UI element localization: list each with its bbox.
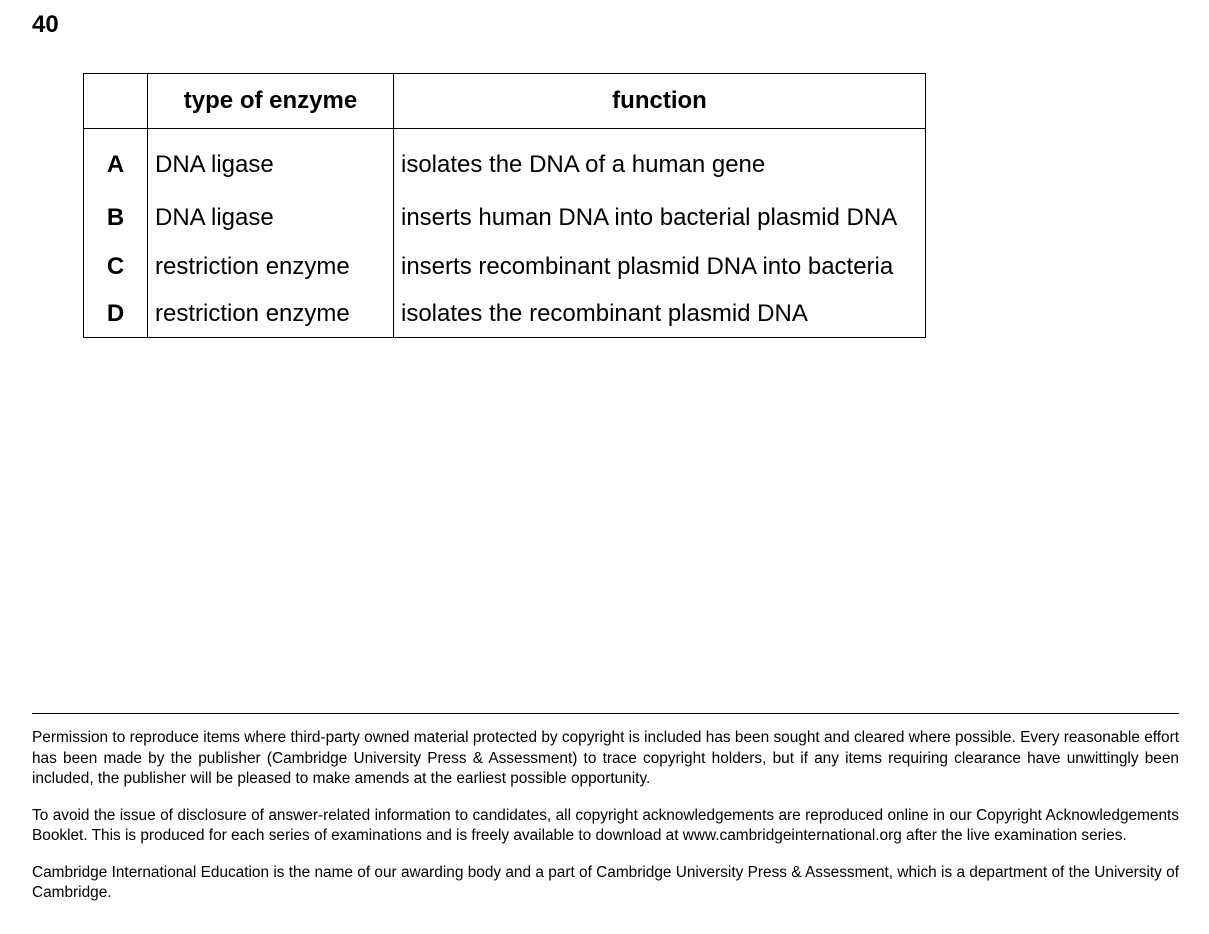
option-letter: D <box>84 291 148 338</box>
copyright-footer <box>32 728 1179 920</box>
enzyme-type-cell: restriction enzyme <box>148 242 394 291</box>
enzyme-function-cell: isolates the DNA of a human gene <box>394 129 926 194</box>
footer-paragraph-awarding-body: Cambridge International Education is the name of our awarding body and a part of Cambridge University Press & Assessment, which is a department of the University of Cambridge. <box>32 863 1179 901</box>
header-type-of-enzyme: type of enzyme <box>148 74 394 129</box>
header-letter <box>84 74 148 129</box>
enzyme-type-cell: restriction enzyme <box>148 291 394 338</box>
table-row <box>84 242 926 291</box>
enzyme-function-cell: isolates the recombinant plasmid DNA <box>394 291 926 338</box>
enzyme-type-cell: DNA ligase <box>148 193 394 242</box>
footer-paragraph-permission: Permission to reproduce items where third-party owned material protected by copyright is included has been sought and cleared where possible. Every reasonable effort has been made by the publisher (Cambridge University Press & Assessment) to trace copyright holders, but if any items requiring clearance have unwittingly been included, the publisher will be pleased to make amends at the earliest possible opportunity. <box>32 729 1179 787</box>
question-number: 40 <box>32 11 59 38</box>
table-header-row <box>84 74 926 129</box>
table-row <box>84 291 926 338</box>
table-row <box>84 193 926 242</box>
header-function: function <box>394 74 926 129</box>
table-row <box>84 129 926 194</box>
option-letter: A <box>84 129 148 194</box>
option-letter: C <box>84 242 148 291</box>
enzyme-table <box>83 73 926 338</box>
footer-divider <box>32 713 1179 714</box>
option-letter: B <box>84 193 148 242</box>
footer-paragraph-acknowledgements: To avoid the issue of disclosure of answer-related information to candidates, all copyright acknowledgements are reproduced online in our Copyright Acknowledgements Booklet. This is produced for each series of examinations and is freely available to download at www.cambridgeinternational.org after the live examination series. <box>32 806 1179 844</box>
enzyme-function-cell: inserts human DNA into bacterial plasmid DNA <box>394 193 926 242</box>
enzyme-type-cell: DNA ligase <box>148 129 394 194</box>
enzyme-function-cell: inserts recombinant plasmid DNA into bacteria <box>394 242 926 291</box>
